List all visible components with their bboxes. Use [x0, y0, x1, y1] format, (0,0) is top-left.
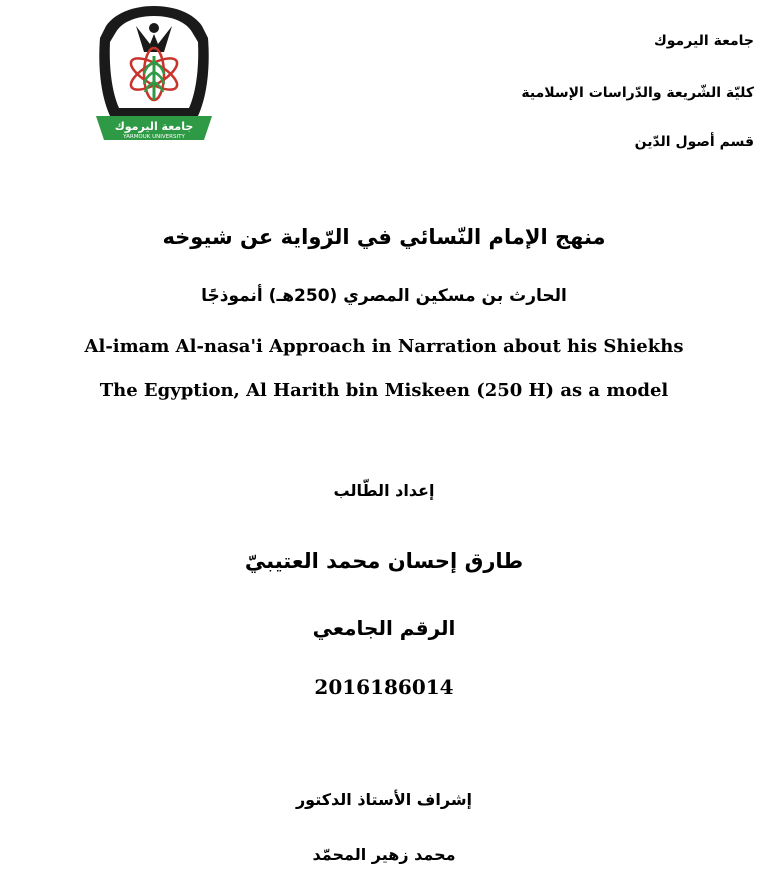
student-name: طارق إحسان محمد العتيبيّ: [244, 549, 524, 573]
logo-text-ar: جامعة اليرموك: [114, 120, 194, 133]
student-id-label: الرقم الجامعي: [312, 616, 456, 640]
faculty-name: كليّة الشّريعة والدّراسات الإسلامية: [521, 85, 754, 101]
thesis-subtitle-ar: الحارث بن مسكين المصري (250هـ) أنموذجًا: [201, 286, 567, 306]
thesis-title-en: Al-imam Al-nasa'i Approach in Narration about his Shiekhs: [84, 336, 684, 357]
department-name: قسم أصول الدّين: [634, 134, 754, 150]
thesis-subtitle-en: The Egyption, Al Harith bin Miskeen (250 H) as a model: [99, 380, 669, 401]
university-name: جامعة اليرموك: [653, 33, 754, 49]
supervision-label: إشراف الأستاذ الدكتور: [295, 790, 473, 809]
student-id: 2016186014: [314, 675, 454, 699]
logo-text-en: YARMOUK UNIVERSITY: [123, 134, 185, 140]
thesis-title-ar: منهج الإمام النّسائي في الرّواية عن شيوخه: [162, 225, 606, 249]
prepared-by-label: إعداد الطّالب: [333, 481, 435, 500]
yarmouk-university-logo: [92, 4, 216, 150]
supervisor-name: محمد زهير المحمّد: [312, 845, 456, 864]
